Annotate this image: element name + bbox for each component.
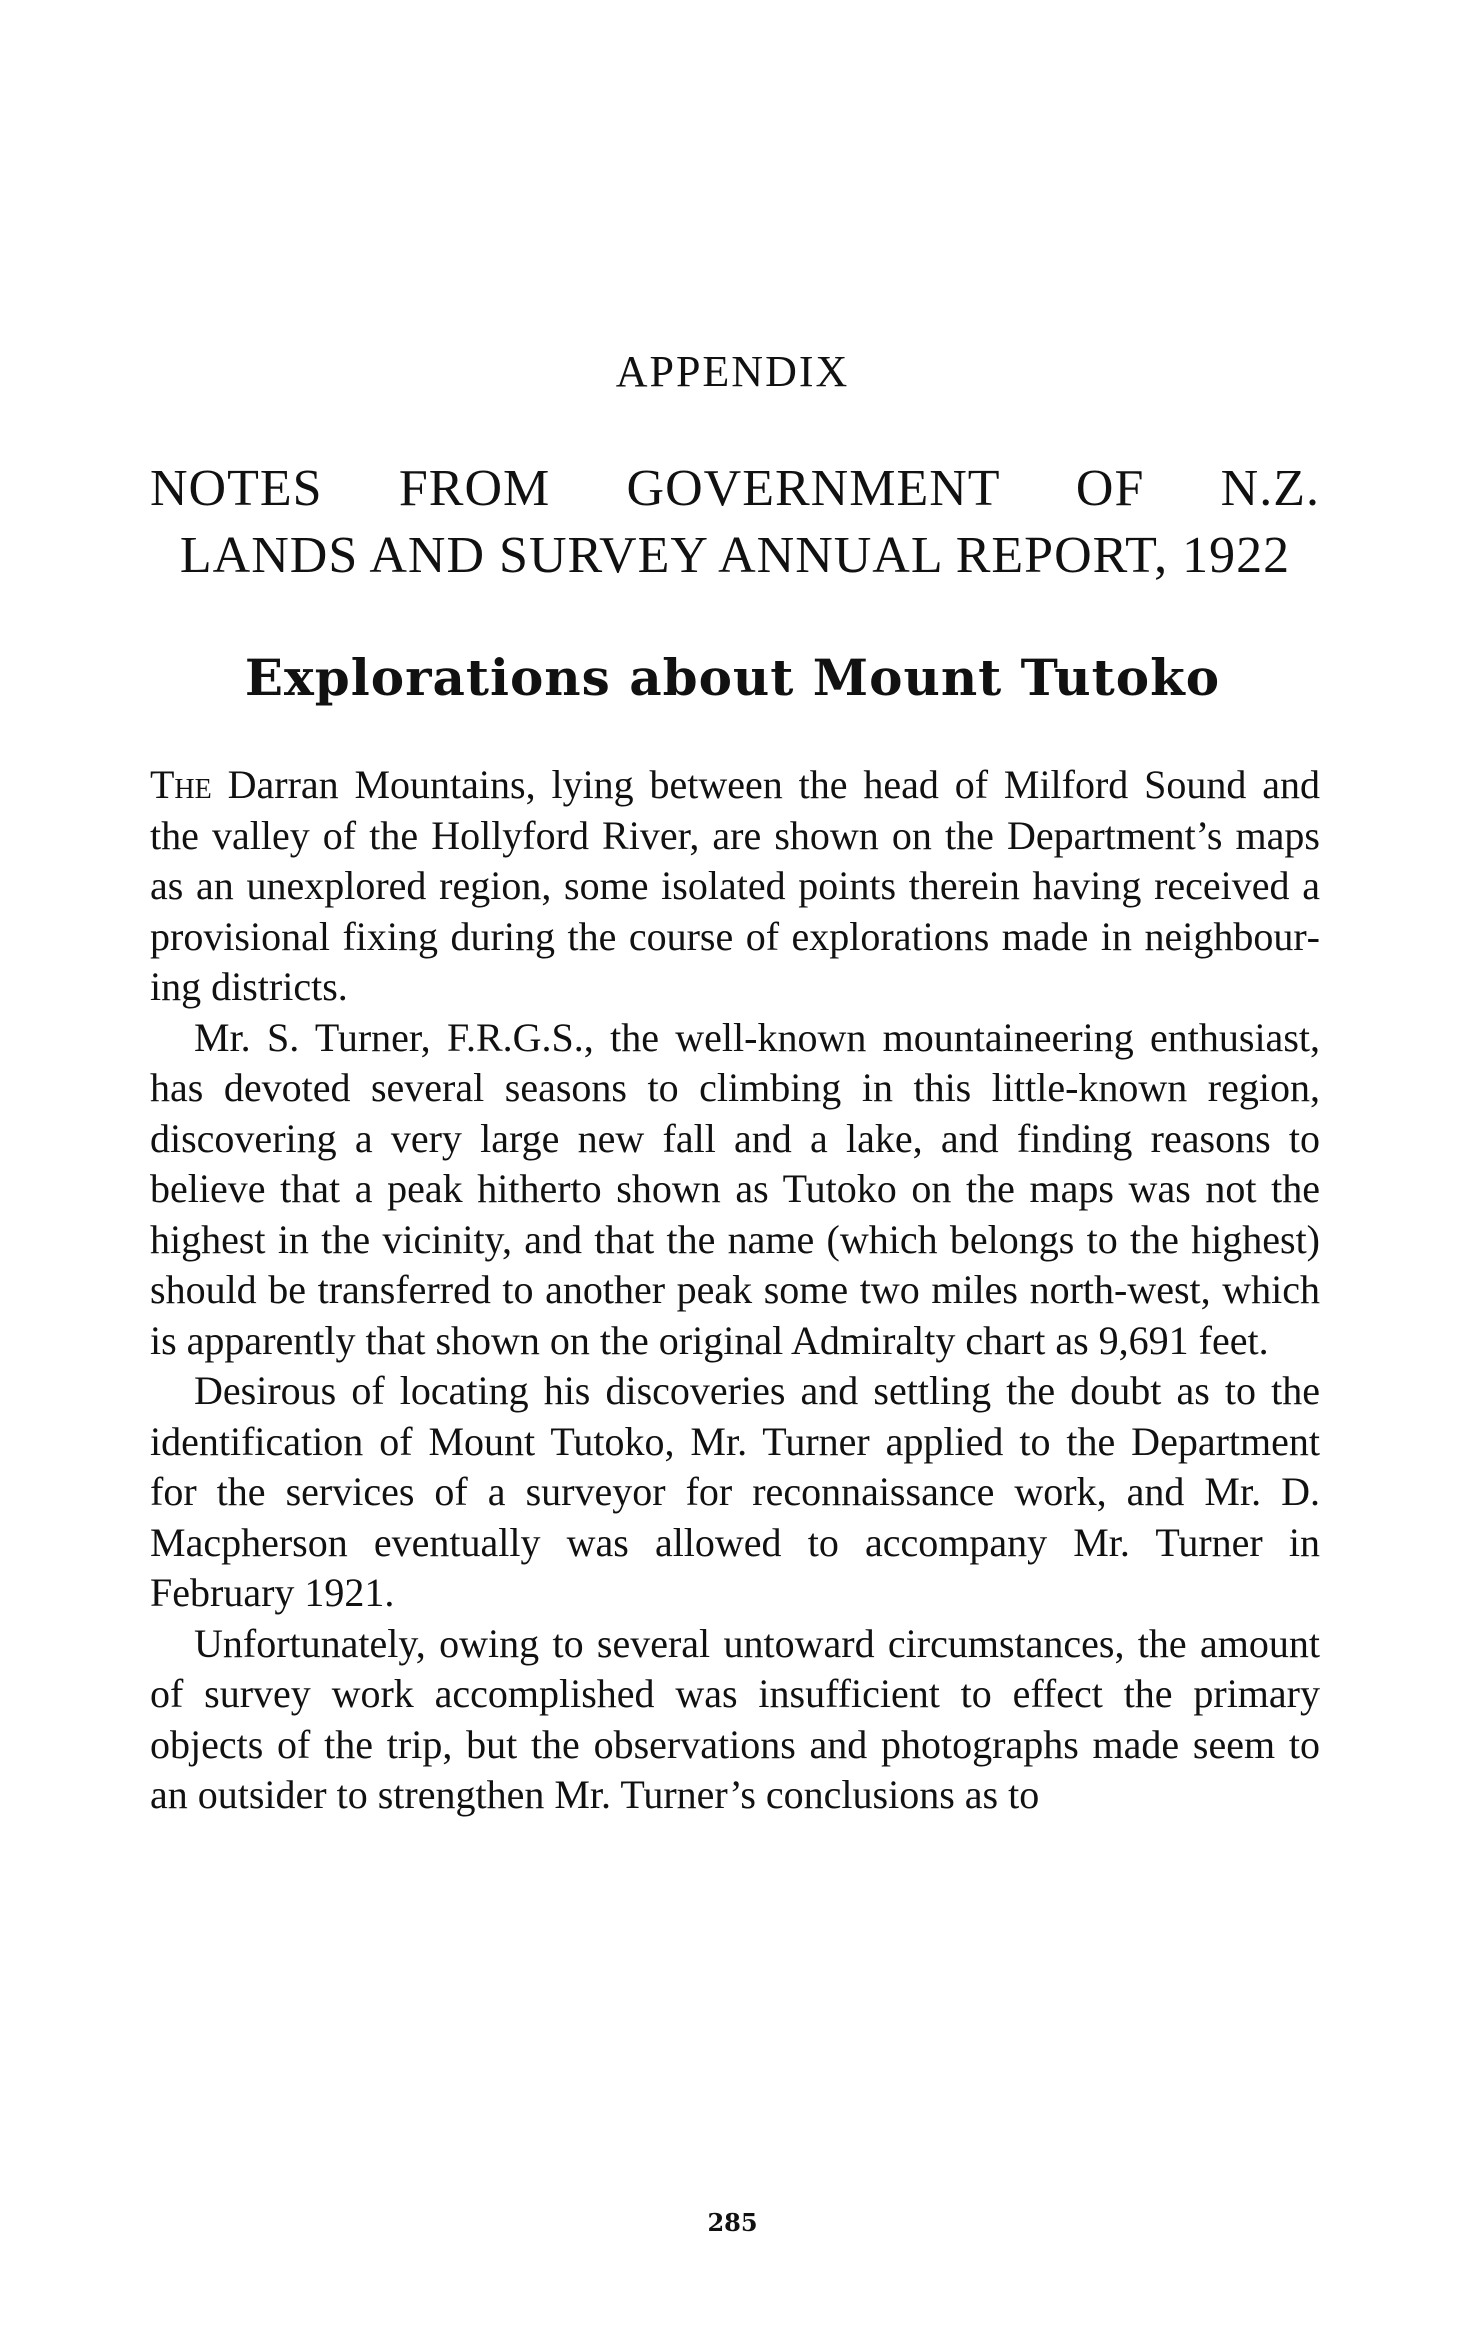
chapter-title-line-2: LANDS AND SURVEY ANNUAL REPORT, 1922 (179, 527, 1291, 584)
paragraph-1-lead: The (150, 762, 212, 807)
paragraph-3: Desirous of locating his discoveries and settling the doubt as to the identification of Mount Tutoko, Mr. Turner applied to the Department for the services of a surveyor for reconnaissance work, and Mr. D. Macpherson eventually was allowed to accompany Mr. Turner in February 1921. (150, 1368, 1320, 1615)
paragraph-4: Unfortunately, owing to several untoward circumstances, the amount of survey work accomplished was insufficient to effect the primary objects of the trip, but the observations and photographs made seem to an outsider to strengthen Mr. Turner’s conclusions as to (150, 1620, 1320, 1817)
paragraph-1-text: Darran Mountains, lying between the head of Milford Sound and the valley of the Hollyford River, are shown on the Department’s maps as an unexplored region, some isolated points therein having received a provisional fixing during the course of explorations made in neighbouring districts. (150, 762, 1320, 1009)
chapter-subtitle: Explorations about Mount Tutoko (244, 648, 1221, 707)
appendix-heading: APPENDIX (615, 347, 850, 396)
paragraph-1 (150, 760, 1320, 1013)
paragraph-2: Mr. S. Turner, F.R.G.S., the well-known mountaineering enthusiast, has devoted several seasons to climbing in this little-known region, discovering a very large new fall and a lake, and finding reasons to believe that a peak hitherto shown as Tutoko on the maps was not the highest in the vicinity, and that the name (which belongs to the highest) should be transferred to another peak some two miles north-west, which is apparently that shown on the original Admiralty chart as 9,691 feet. (150, 1014, 1320, 1363)
page-number: 285 (707, 2208, 758, 2237)
body-text (150, 760, 1320, 1821)
chapter-title-line-1: NOTES FROM GOVERNMENT OF N.Z. (150, 460, 1320, 517)
chapter-title (150, 455, 1320, 589)
